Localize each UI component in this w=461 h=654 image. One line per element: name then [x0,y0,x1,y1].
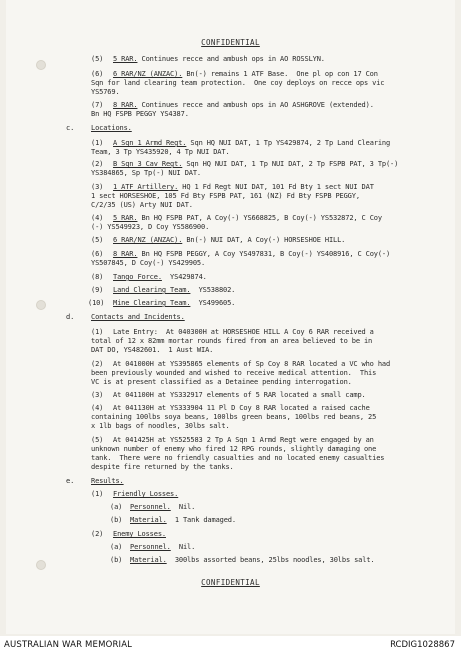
contact-line: total of 12 x 82mm mortar rounds fired from an area believed to be in [91,337,373,345]
result-number: (1) [91,490,104,498]
result-label: Personnel. [130,503,171,511]
result-value: 1 Tank damaged. [166,516,236,524]
item-lead: 5 RAR. [113,55,138,63]
location-lead: A Sqn 1 Armd Regt. [113,139,187,147]
punch-hole [36,300,46,310]
contact-line: x 1lb bags of noodles, 30lbs salt. [91,422,230,430]
archive-footer [0,636,461,654]
result-number: (2) [91,530,104,538]
location-number: (5) [91,236,104,244]
item-number: (6) [91,70,104,78]
item-lead: 8 RAR. [113,101,138,109]
contact-line: At 041425H at YS525583 2 Tp A Sqn 1 Armd Regt were engaged by an [113,436,374,444]
location-lead: B Sqn 3 Cav Regt. [113,160,183,168]
location-text: Bn(-) NUI DAT, A Coy(-) HORSESHOE HILL. [182,236,346,244]
location-line: Team, 3 Tp YS435920, 4 Tp NUI DAT. [91,148,230,156]
item-line [113,70,378,78]
location-number: (2) [91,160,104,168]
location-text: HQ 1 Fd Regt NUI DAT, 101 Fd Bty 1 sect NUI DAT [178,183,374,191]
result-line [130,516,236,524]
item-line [113,55,325,63]
result-label: Material. [130,556,167,564]
location-number: (10) [88,299,105,307]
result-line [130,503,195,511]
location-number: (4) [91,214,104,222]
location-text: Bn HQ FSPB PAT, A Coy(-) YS668825, B Coy(-) YS532872, C Coy [137,214,382,222]
classification-top: CONFIDENTIAL [201,38,260,47]
item-text: Bn(-) remains 1 ATF Base. One pl op con 17 Con [182,70,378,78]
location-line [113,250,390,258]
punch-holes [36,0,56,630]
result-label: Personnel. [130,543,171,551]
contact-line: DAT DO, YS482601. 1 Aust WIA. [91,346,214,354]
item-line: YS5769. [91,88,120,96]
section-label: c. [66,124,75,132]
document-reference: RCDIG1028867 [390,640,455,650]
result-value: 300lbs assorted beans, 25lbs noodles, 30lbs salt. [166,556,375,564]
result-key: (b) [110,556,123,564]
result-key: (b) [110,516,123,524]
institution-name: AUSTRALIAN WAR MEMORIAL [4,640,133,650]
item-lead: 6 RAR/NZ (ANZAC). [113,70,183,78]
location-line: C/2/35 (US) Arty NUI DAT. [91,201,193,209]
section-label: d. [66,313,75,321]
location-lead: 8 RAR. [113,250,138,258]
contact-number: (3) [91,391,104,399]
location-text: YS429874. [161,273,207,281]
item-line: Bn HQ FSPB PEGGY YS4387. [91,110,189,118]
location-text: YS538802. [190,286,236,294]
item-number: (5) [91,55,104,63]
contact-line: despite fire returned by the tanks. [91,463,234,471]
location-number: (9) [91,286,104,294]
location-line [113,299,235,307]
location-text: Sqn HQ NUI DAT, 1 Tp YS429874, 2 Tp Land Clearing [186,139,391,147]
item-text: Continues recce and ambush ops in AO ROSSLYN. [137,55,325,63]
item-line [113,101,374,109]
location-line [113,286,235,294]
section-title: Results. [91,477,124,485]
location-lead: 6 RAR/NZ (ANZAC). [113,236,183,244]
contact-number: (4) [91,404,104,412]
punch-hole [36,560,46,570]
punch-hole [36,60,46,70]
location-line: 1 sect HORSESHOE, 105 Fd Bty FSPB PAT, 161 (NZ) Fd Bty FSPB PEGGY, [91,192,360,200]
result-line [130,556,374,564]
location-number: (3) [91,183,104,191]
contact-line: VC is at present classified as a Detainee pending interrogation. [91,378,352,386]
location-lead: Tango Force. [113,273,162,281]
item-text: Continues recce and ambush ops in AO ASHGROVE (extended). [137,101,374,109]
contact-line: containing 100lbs soya beans, 100lbs green beans, 100lbs red beans, 25 [91,413,377,421]
location-number: (8) [91,273,104,281]
location-lead: Land Clearing Team. [113,286,191,294]
location-line: YS384865, Sp Tp(-) NUI DAT. [91,169,202,177]
location-line [113,236,345,244]
section-title: Locations. [91,124,132,132]
location-line [113,214,382,222]
contact-line: been previously wounded and wished to receive medical attention. This [91,369,377,377]
result-value: Nil. [170,543,196,551]
result-title: Friendly Losses. [113,490,179,498]
location-line: (-) YS549923, D Coy YS586900. [91,223,210,231]
location-line [113,183,374,191]
item-number: (7) [91,101,104,109]
location-lead: 1 ATF Artillery. [113,183,179,191]
location-text: Bn HQ FSPB PEGGY, A Coy YS497831, B Coy(-) YS408916, C Coy(-) [137,250,391,258]
contact-line: At 041130H at YS333904 11 Pl D Coy 8 RAR located a raised cache [113,404,370,412]
contact-number: (2) [91,360,104,368]
result-title: Enemy Losses. [113,530,166,538]
location-number: (6) [91,250,104,258]
classification-bottom: CONFIDENTIAL [201,578,260,587]
contact-line: Late Entry: At 040300H at HORSESHOE HILL A Coy 6 RAR received a [113,328,374,336]
location-text: Sqn HQ NUI DAT, 1 Tp NUI DAT, 2 Tp FSPB PAT, 3 Tp(-) [182,160,399,168]
location-line: YS507845, D Coy(-) YS429905. [91,259,206,267]
location-line [113,160,398,168]
section-title: Contacts and Incidents. [91,313,185,321]
location-line [113,139,390,147]
section-label: e. [66,477,75,485]
contact-line: At 041100H at YS332917 elements of 5 RAR located a small camp. [113,391,366,399]
location-lead: 5 RAR. [113,214,138,222]
location-text: YS499605. [190,299,236,307]
result-value: Nil. [170,503,196,511]
result-key: (a) [110,503,123,511]
contact-number: (5) [91,436,104,444]
contact-line: tank. There were no friendly casualties and no located enemy casualties [91,454,385,462]
contact-line: At 041000H at YS395865 elements of Sp Coy 8 RAR located a VC who had [113,360,391,368]
location-line [113,273,207,281]
result-key: (a) [110,543,123,551]
contact-number: (1) [91,328,104,336]
result-label: Material. [130,516,167,524]
location-number: (1) [91,139,104,147]
result-line [130,543,195,551]
location-lead: Mine Clearing Team. [113,299,191,307]
contact-line: unknown number of enemy who fired 12 RPG rounds, slightly damaging one [91,445,377,453]
item-line: Sqn for land clearing team protection. One coy deploys on recce ops vic [91,79,385,87]
